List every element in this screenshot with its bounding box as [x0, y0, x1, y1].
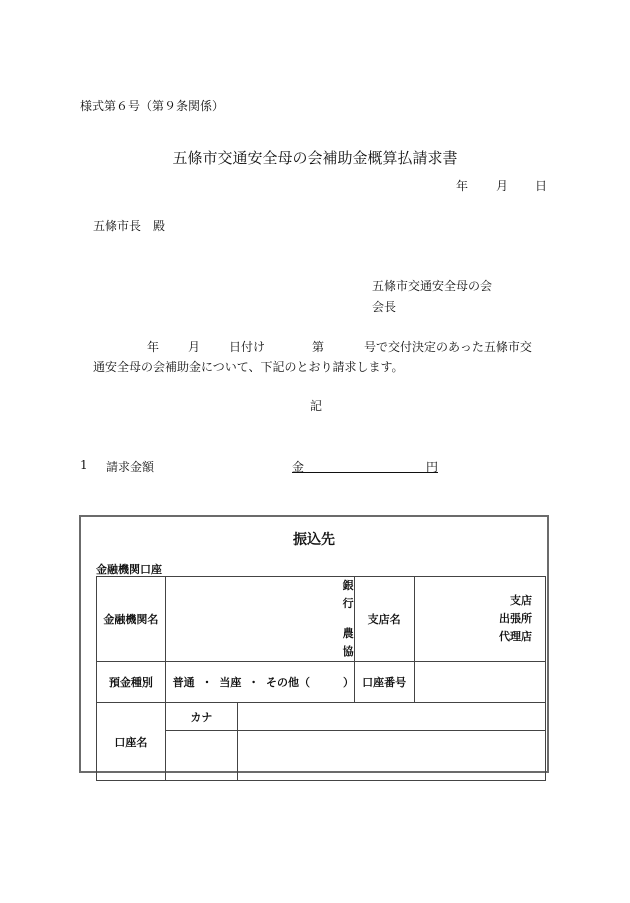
bank-name-field[interactable]	[165, 577, 354, 662]
branch-name-field[interactable]	[414, 577, 545, 662]
branch-suffix-dairiten: 代理店	[499, 630, 532, 643]
bank-name-label: 金融機関名	[97, 577, 166, 662]
bank-suffix-ginko: 銀行	[342, 579, 354, 610]
date-month-label: 月	[496, 179, 509, 193]
page-title: 五條市交通安全母の会補助金概算払請求書	[172, 149, 458, 167]
sender-organization: 五條市交通安全母の会	[372, 279, 493, 293]
body-year-label: 年	[147, 340, 160, 354]
body-number-prefix: 第	[312, 340, 325, 354]
amount-yen-label: 円	[426, 460, 439, 474]
date-year-label: 年	[456, 179, 469, 193]
account-number-label: 口座番号	[354, 662, 414, 703]
body-month-label: 月	[188, 340, 201, 354]
transfer-destination-box	[79, 515, 549, 773]
item1-number: 1	[80, 458, 88, 472]
account-name-label: 口座名	[97, 703, 166, 781]
body-line2-text: 通安全母の会補助金について、下記のとおり請求します。	[93, 360, 404, 374]
account-number-field[interactable]	[414, 662, 545, 703]
deposit-type-label: 預金種別	[97, 662, 166, 703]
bank-account-table	[96, 576, 546, 781]
branch-suffix-shiten: 支店	[510, 594, 532, 607]
branch-name-label: 支店名	[354, 577, 414, 662]
branch-suffix-shuchojo: 出張所	[499, 612, 532, 625]
ki-heading: 記	[310, 399, 323, 413]
account-name-field[interactable]	[238, 731, 546, 781]
transfer-title: 振込先	[293, 532, 335, 548]
bank-suffix-nokyo: 農協	[342, 627, 354, 658]
date-day-label: 日	[535, 179, 548, 193]
addressee: 五條市長 殿	[93, 219, 166, 233]
body-day-label: 日付け	[229, 340, 266, 354]
amount-underline	[292, 472, 438, 473]
form-number: 様式第６号（第９条関係）	[80, 99, 225, 113]
account-name-kana-field[interactable]	[238, 703, 546, 731]
item1-label: 請求金額	[106, 460, 155, 474]
kana-label: カナ	[165, 703, 238, 731]
account-name-blank-cell	[165, 731, 238, 781]
body-line1-text: 号で交付決定のあった五條市交	[364, 340, 532, 354]
sender-role: 会長	[372, 300, 397, 314]
amount-kin-label: 金	[292, 460, 305, 474]
account-section-label: 金融機関口座	[96, 563, 162, 576]
deposit-type-options[interactable]: 普通 ・ 当座 ・ その他（ ）	[165, 662, 354, 703]
